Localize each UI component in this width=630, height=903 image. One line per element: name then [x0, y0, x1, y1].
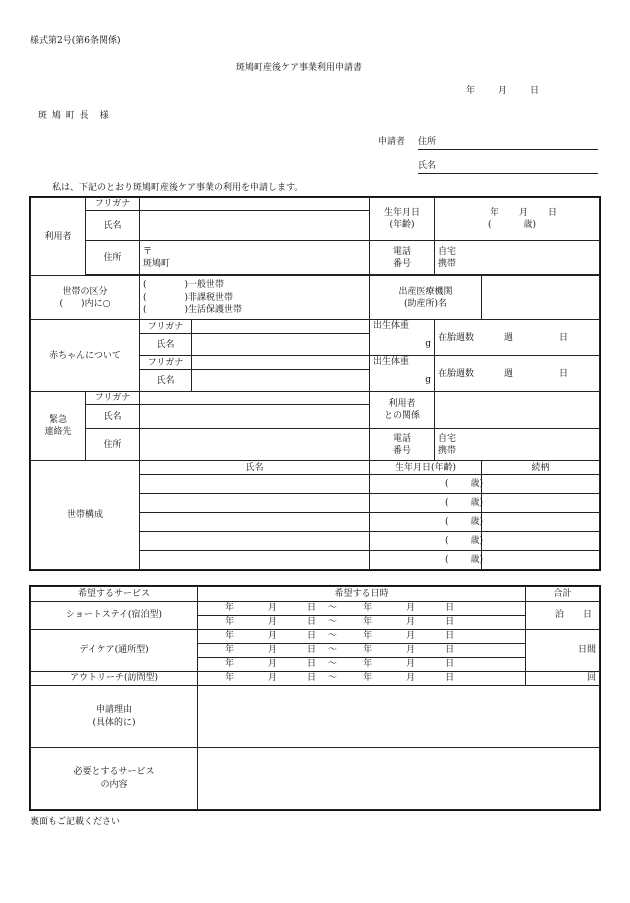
service-day-care-total[interactable]: 日間 — [526, 630, 600, 672]
household-member-relation[interactable] — [482, 475, 600, 494]
applicant-label: 申請者 — [378, 137, 406, 147]
footer-note: 裏面もご記載ください — [30, 817, 121, 827]
baby1-furigana-field[interactable] — [192, 320, 370, 334]
household-section-label: 世帯構成 — [31, 461, 140, 570]
service-date-range[interactable]: 年 月 日 ～ 年 月 日 — [198, 672, 526, 686]
emergency-name-label: 氏名 — [86, 405, 140, 429]
service-date-range[interactable]: 年 月 日 ～ 年 月 日 — [198, 616, 526, 630]
applicant-name-label: 氏名 — [418, 161, 437, 171]
date-day: 日 — [530, 86, 540, 96]
emergency-furigana-label: フリガナ — [86, 392, 140, 405]
user-birth-field[interactable]: 年 月 日 ( 歳) — [435, 198, 600, 241]
household-member-birth[interactable]: ( 歳) — [370, 513, 482, 532]
household-member-name[interactable] — [140, 513, 370, 532]
user-phone-field[interactable]: 自宅 携帯 — [435, 241, 600, 275]
user-furigana-label: フリガナ — [86, 198, 140, 211]
household-member-relation[interactable] — [482, 494, 600, 513]
baby1-name-field[interactable] — [192, 334, 370, 356]
user-name-field[interactable] — [140, 211, 370, 241]
addressee: 斑 鳩 町 長 様 — [38, 111, 110, 121]
user-address-field[interactable]: 〒 斑鳩町 — [140, 241, 370, 275]
emergency-relation-field[interactable] — [435, 392, 600, 429]
needed-service-field[interactable] — [198, 748, 600, 810]
form-title: 斑鳩町産後ケア事業利用申請書 — [236, 63, 363, 73]
services-col-service: 希望するサービス — [31, 587, 198, 602]
date-year: 年 — [466, 86, 476, 96]
household-member-relation[interactable] — [482, 551, 600, 570]
baby2-weight-field[interactable]: 出生体重 g — [370, 356, 435, 392]
reason-field[interactable] — [198, 686, 600, 748]
service-day-care-label: デイケア(通所型) — [31, 630, 198, 672]
baby2-name-field[interactable] — [192, 370, 370, 392]
baby1-name-label: 氏名 — [140, 334, 192, 356]
service-date-range[interactable]: 年 月 日 ～ 年 月 日 — [198, 644, 526, 658]
services-col-total: 合計 — [526, 587, 600, 602]
emergency-furigana-field[interactable] — [140, 392, 370, 405]
user-phone-label: 電話 番号 — [370, 241, 435, 275]
service-outreach-label: アウトリーチ(訪問型) — [31, 672, 198, 686]
baby1-weight-field[interactable]: 出生体重 g — [370, 320, 435, 356]
household-member-birth[interactable]: ( 歳) — [370, 475, 482, 494]
household-col-relation: 続柄 — [482, 461, 600, 475]
baby1-weeks-field[interactable]: 在胎週数 週 日 — [435, 320, 600, 356]
household-col-birth: 生年月日(年齢) — [370, 461, 482, 475]
user-section-label: 利用者 — [31, 198, 86, 276]
household-member-name[interactable] — [140, 494, 370, 513]
household-type-options[interactable]: ( )一般世帯 ( )非課税世帯 ( )生活保護世帯 — [140, 276, 370, 320]
form-number: 様式第2号(第6条関係) — [30, 36, 121, 46]
user-birth-label: 生年月日 (年齢) — [370, 198, 435, 241]
user-name-label: 氏名 — [86, 211, 140, 241]
baby2-furigana-label: フリガナ — [140, 356, 192, 370]
service-outreach-total[interactable]: 回 — [526, 672, 600, 686]
emergency-relation-label: 利用者 との関係 — [370, 392, 435, 429]
household-member-birth[interactable]: ( 歳) — [370, 551, 482, 570]
birth-facility-field[interactable] — [482, 276, 600, 320]
applicant-address-line[interactable] — [418, 149, 598, 150]
emergency-section-label: 緊急 連絡先 — [31, 392, 86, 461]
emergency-address-label: 住所 — [86, 429, 140, 461]
needed-service-label: 必要とするサービス の内容 — [31, 748, 198, 810]
household-member-relation[interactable] — [482, 532, 600, 551]
emergency-phone-label: 電話 番号 — [370, 429, 435, 461]
household-member-birth[interactable]: ( 歳) — [370, 532, 482, 551]
intro-text: 私は、下記のとおり斑鳩町産後ケア事業の利用を申請します。 — [52, 183, 304, 193]
household-member-name[interactable] — [140, 475, 370, 494]
baby2-weeks-field[interactable]: 在胎週数 週 日 — [435, 356, 600, 392]
user-furigana-field[interactable] — [140, 198, 370, 211]
baby2-furigana-field[interactable] — [192, 356, 370, 370]
reason-label: 申請理由 (具体的に) — [31, 686, 198, 748]
service-short-stay-total[interactable]: 泊 日 — [526, 602, 600, 630]
emergency-phone-field[interactable]: 自宅 携帯 — [435, 429, 600, 461]
service-date-range[interactable]: 年 月 日 ～ 年 月 日 — [198, 658, 526, 672]
household-member-name[interactable] — [140, 551, 370, 570]
service-date-range[interactable]: 年 月 日 ～ 年 月 日 — [198, 602, 526, 616]
services-col-datetime: 希望する日時 — [198, 587, 526, 602]
household-type-label: 世帯の区分 ( )内に○ — [31, 276, 140, 320]
birth-facility-label: 出産医療機関 (助産所)名 — [370, 276, 482, 320]
household-member-name[interactable] — [140, 532, 370, 551]
user-address-label: 住所 — [86, 241, 140, 275]
emergency-address-field[interactable] — [140, 429, 370, 461]
main-form-table — [30, 197, 600, 570]
applicant-name-line[interactable] — [418, 173, 598, 174]
emergency-name-field[interactable] — [140, 405, 370, 429]
service-short-stay-label: ショートステイ(宿泊型) — [31, 602, 198, 630]
date-month: 月 — [498, 86, 508, 96]
household-col-name: 氏名 — [140, 461, 370, 475]
baby1-furigana-label: フリガナ — [140, 320, 192, 334]
household-member-relation[interactable] — [482, 513, 600, 532]
services-table — [30, 586, 600, 810]
service-date-range[interactable]: 年 月 日 ～ 年 月 日 — [198, 630, 526, 644]
baby2-name-label: 氏名 — [140, 370, 192, 392]
applicant-address-label: 住所 — [418, 137, 437, 147]
baby-section-label: 赤ちゃんについて — [31, 320, 140, 392]
household-member-birth[interactable]: ( 歳) — [370, 494, 482, 513]
